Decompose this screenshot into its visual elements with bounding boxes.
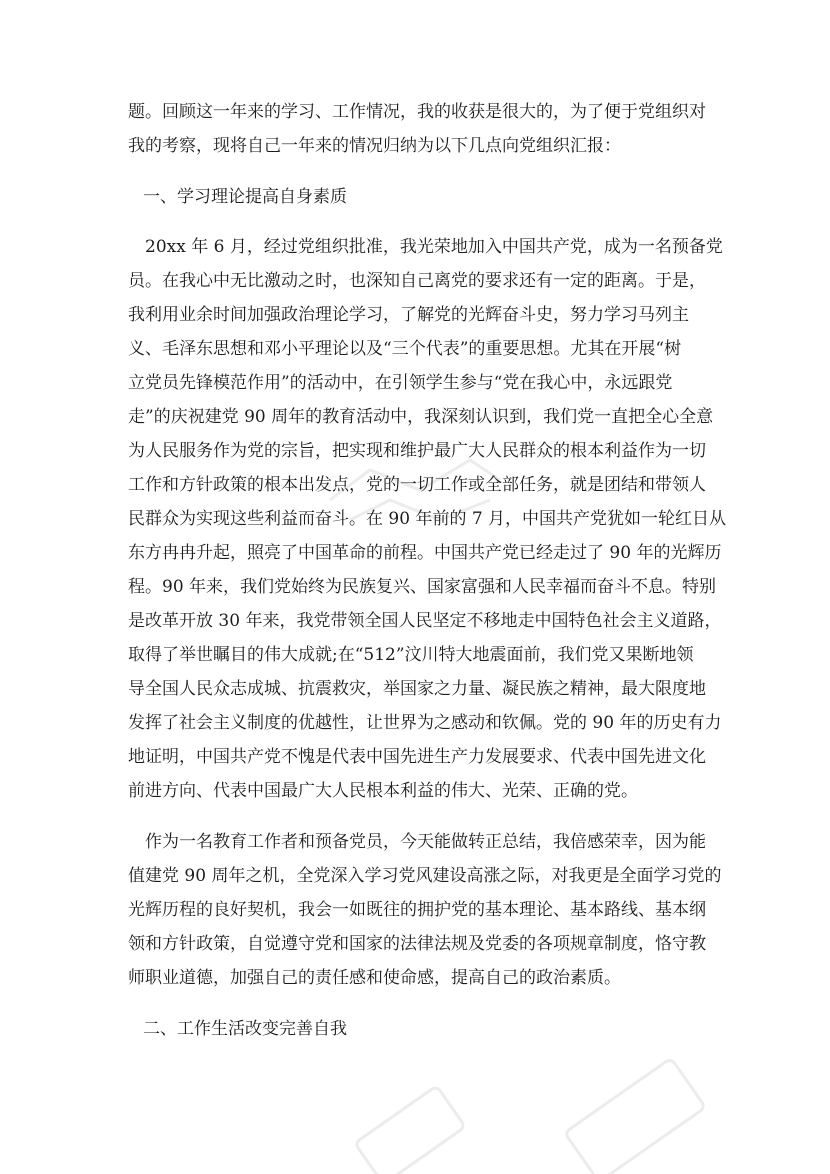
paragraph-line-text: 导全国人民众志成城、抗震救灾，举国家之力量、凝民族之精神，最大限度地 bbox=[128, 679, 706, 699]
section-heading-1-text: 一、学习理论提高自身素质 bbox=[143, 187, 347, 207]
paragraph-line-text: 走”的庆祝建党 90 周年的教育活动中，我深刻认识到，我们党一直把全心全意 bbox=[128, 407, 714, 427]
paragraph-line-text: 地证明，中国共产党不愧是代表中国先进生产力发展要求、代表中国先进文化 bbox=[128, 747, 706, 767]
paragraph-line-text: 前进方向、代表中国最广大人民根本利益的伟大、光荣、正确的党。 bbox=[128, 781, 638, 801]
intro-text-1: 题。回顾这一年来的学习、工作情况，我的收获是很大的，为了便于党组织对 bbox=[128, 102, 706, 122]
paragraph-line-text: 是改革开放 30 年来，我党带领全国人民坚定不移地走中国特色社会主义道路， bbox=[128, 611, 722, 631]
paragraph-line-text: 光辉历程的良好契机，我会一如既往的拥护党的基本理论、基本路线、基本纲 bbox=[128, 900, 706, 920]
paragraph-line-text: 师职业道德，加强自己的责任感和使命感，提高自己的政治素质。 bbox=[128, 968, 621, 988]
paragraph-line-text: 程。90 年来，我们党始终为民族复兴、国家富强和人民幸福而奋斗不息。特别 bbox=[128, 577, 717, 597]
paragraph-line-text: 民群众为实现这些利益而奋斗。在 90 年前的 7 月，中国共产党犹如一轮红日从 bbox=[128, 509, 727, 529]
paragraph-line-text: 我利用业余时间加强政治理论学习，了解党的光辉奋斗史，努力学习马列主 bbox=[128, 305, 689, 325]
paragraph-line-text: 为人民服务作为党的宗旨，把实现和维护最广大人民群众的根本利益作为一切 bbox=[128, 441, 706, 461]
intro-text-2: 我的考察，现将自己一年来的情况归纳为以下几点向党组织汇报： bbox=[128, 136, 621, 156]
section-heading-2-text: 二、工作生活改变完善自我 bbox=[143, 1019, 347, 1039]
paragraph-line-text: 作为一名教育工作者和预备党员，今天能做转正总结，我倍感荣幸，因为能 bbox=[145, 832, 706, 852]
paragraph-line-text: 东方冉冉升起，照亮了中国革命的前程。中国共产党已经走过了 90 年的光辉历 bbox=[128, 543, 722, 563]
paragraph-line-text: 立党员先锋模范作用”的活动中，在引领学生参与“党在我心中，永远跟党 bbox=[128, 373, 673, 393]
paragraph-line-text: 领和方针政策，自觉遵守党和国家的法律法规及党委的各项规章制度，恪守教 bbox=[128, 934, 706, 954]
paragraph-line-text: 工作和方针政策的根本出发点，党的一切工作或全部任务，就是团结和带领人 bbox=[128, 475, 706, 495]
paragraph-line-text: 取得了举世瞩目的伟大成就;在“512”汶川特大地震面前，我们党又果断地领 bbox=[128, 645, 694, 665]
paragraph-line-text: 20xx 年 6 月，经过党组织批准，我光荣地加入中国共产党，成为一名预备党 bbox=[145, 237, 723, 257]
paragraph-line-text: 值建党 90 周年之机，全党深入学习党风建设高涨之际，对我更是全面学习党的 bbox=[128, 866, 722, 886]
paragraph-line-text: 员。在我心中无比激动之时，也深知自己离党的要求还有一定的距离。于是， bbox=[128, 271, 706, 291]
paragraph-line-text: 发挥了社会主义制度的优越性，让世界为之感动和钦佩。党的 90 年的历史有力 bbox=[128, 713, 722, 733]
paragraph-line-text: 义、毛泽东思想和邓小平理论以及“三个代表”的重要思想。尤其在开展“树 bbox=[128, 339, 682, 359]
